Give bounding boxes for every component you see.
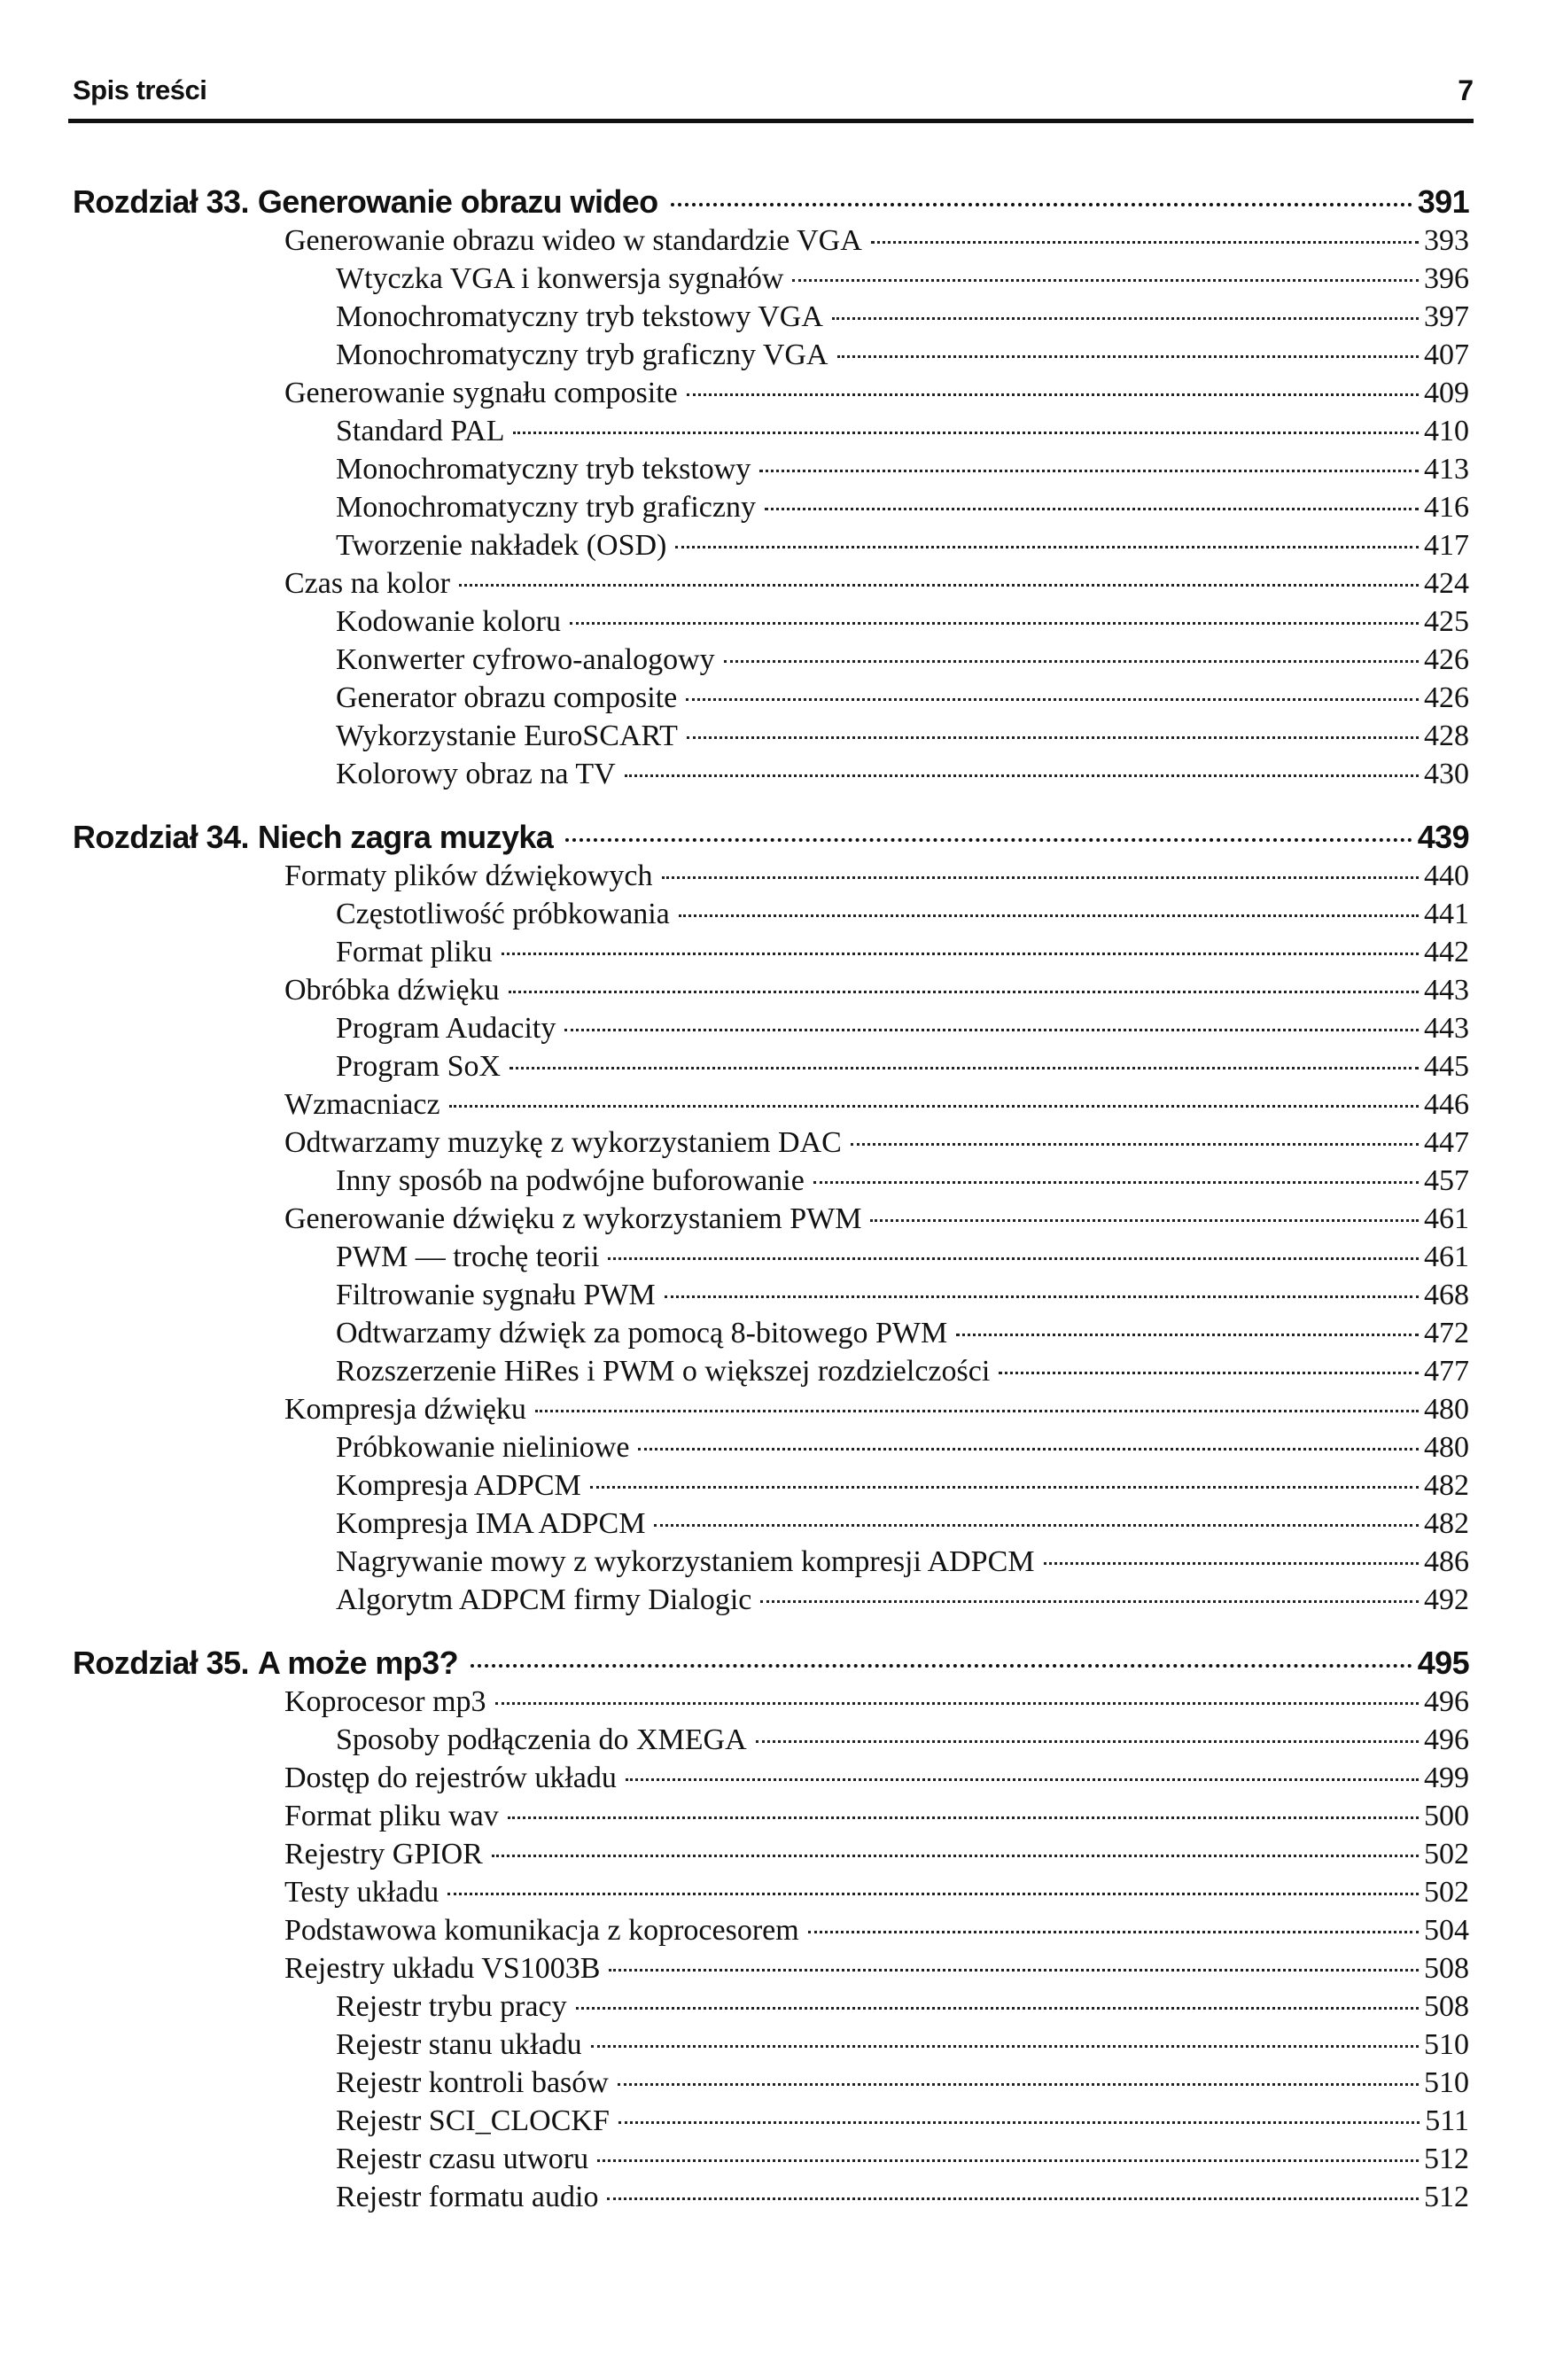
toc-subentry[interactable]: [73, 1990, 1469, 2028]
toc-subentry[interactable]: [73, 1507, 1469, 1545]
dot-leader: [654, 1524, 1419, 1527]
entry-page-number: 426: [1424, 681, 1469, 714]
chapter-page-number: 391: [1417, 183, 1469, 220]
toc-subentry[interactable]: [73, 2181, 1469, 2219]
entry-title: Monochromatyczny tryb graficzny: [336, 491, 756, 524]
toc-subentry[interactable]: [73, 453, 1469, 491]
dot-leader: [564, 1029, 1419, 1031]
entry-page-number: 499: [1424, 1762, 1469, 1794]
toc-subentry[interactable]: [73, 758, 1469, 796]
entry-title: Testy układu: [284, 1876, 440, 1909]
entry-title: Format pliku: [336, 936, 493, 968]
entry-page-number: 510: [1424, 2066, 1469, 2099]
dot-leader: [626, 1778, 1419, 1781]
dot-leader: [837, 355, 1420, 358]
chapter-section: [73, 1645, 1469, 2219]
dot-leader: [851, 1143, 1419, 1146]
entry-title: Rejestr trybu pracy: [336, 1990, 567, 2023]
toc-entry[interactable]: [73, 974, 1469, 1012]
toc-subentry[interactable]: [73, 529, 1469, 567]
toc-subentry[interactable]: [73, 1469, 1469, 1507]
entry-title: Nagrywanie mowy z wykorzystaniem kompresji ADPCM: [336, 1545, 1035, 1578]
toc-entry[interactable]: [73, 1393, 1469, 1431]
dot-leader: [671, 203, 1412, 206]
dot-leader: [576, 2007, 1419, 2010]
chapter-section: [73, 819, 1469, 1622]
toc-subentry[interactable]: [73, 1050, 1469, 1088]
toc-entry[interactable]: [73, 1838, 1469, 1876]
toc-subentry[interactable]: [73, 1241, 1469, 1279]
entry-page-number: 441: [1424, 898, 1469, 930]
header-rule: [68, 119, 1474, 123]
entry-page-number: 430: [1424, 758, 1469, 790]
entry-page-number: 447: [1424, 1126, 1469, 1159]
toc-subentry[interactable]: [73, 491, 1469, 529]
entry-page-number: 416: [1424, 491, 1469, 524]
entry-title: Rejestr SCI_CLOCKF: [336, 2104, 610, 2137]
entry-title: Kolorowy obraz na TV: [336, 758, 616, 790]
entry-page-number: 396: [1424, 262, 1469, 295]
entry-page-number: 397: [1424, 300, 1469, 333]
toc-entry[interactable]: [73, 1126, 1469, 1164]
dot-leader: [502, 953, 1419, 955]
entry-title: Odtwarzamy dźwięk za pomocą 8-bitowego PWM: [336, 1317, 948, 1349]
entry-page-number: 472: [1424, 1317, 1469, 1349]
dot-leader: [665, 1295, 1419, 1298]
entry-title: Monochromatyczny tryb graficzny VGA: [336, 338, 828, 371]
entry-title: Częstotliwość próbkowania: [336, 898, 670, 930]
entry-page-number: 417: [1424, 529, 1469, 562]
entry-page-number: 508: [1424, 1990, 1469, 2023]
toc-subentry[interactable]: [73, 2104, 1469, 2143]
toc-subentry[interactable]: [73, 415, 1469, 453]
dot-leader: [756, 1740, 1419, 1743]
dot-leader: [675, 546, 1419, 548]
entry-title: Kompresja dźwięku: [284, 1393, 526, 1426]
toc-subentry[interactable]: [73, 1545, 1469, 1583]
entry-page-number: 477: [1424, 1355, 1469, 1388]
toc-entry[interactable]: [73, 1914, 1469, 1952]
entry-title: Generator obrazu composite: [336, 681, 678, 714]
chapter-label: Rozdział 35.: [73, 1645, 249, 1681]
toc-entry[interactable]: [73, 1202, 1469, 1241]
entry-page-number: 508: [1424, 1952, 1469, 1985]
chapter-heading[interactable]: [73, 183, 1469, 224]
chapter-page-number: 439: [1417, 819, 1469, 855]
dot-leader: [471, 1664, 1412, 1668]
toc-subentry[interactable]: [73, 1583, 1469, 1622]
entry-title: Monochromatyczny tryb tekstowy VGA: [336, 300, 823, 333]
entry-title: Kompresja IMA ADPCM: [336, 1507, 646, 1540]
toc-subentry[interactable]: [73, 338, 1469, 377]
entry-page-number: 407: [1424, 338, 1469, 371]
toc-subentry[interactable]: [73, 898, 1469, 936]
dot-leader: [509, 991, 1419, 993]
entry-page-number: 461: [1424, 1202, 1469, 1235]
dot-leader: [597, 2159, 1419, 2162]
dot-leader: [570, 622, 1419, 625]
toc-subentry[interactable]: [73, 1355, 1469, 1393]
entry-title: Podstawowa komunikacja z koprocesorem: [284, 1914, 799, 1947]
entry-title: Inny sposób na podwójne buforowanie: [336, 1164, 805, 1197]
toc-subentry[interactable]: [73, 1431, 1469, 1469]
entry-title: Monochromatyczny tryb tekstowy: [336, 453, 751, 486]
entry-page-number: 424: [1424, 567, 1469, 600]
dot-leader: [638, 1448, 1419, 1451]
dot-leader: [607, 2197, 1419, 2200]
toc-entry[interactable]: [73, 1952, 1469, 1990]
page-number: 7: [1458, 74, 1474, 106]
entry-title: Obróbka dźwięku: [284, 974, 500, 1007]
toc-entry[interactable]: [73, 224, 1469, 262]
entry-title: Konwerter cyfrowo-analogowy: [336, 643, 715, 676]
entry-page-number: 480: [1424, 1393, 1469, 1426]
dot-leader: [608, 1257, 1419, 1260]
dot-leader: [813, 1181, 1419, 1184]
dot-leader: [447, 1893, 1419, 1895]
toc-subentry[interactable]: [73, 1164, 1469, 1202]
entry-title: Rozszerzenie HiRes i PWM o większej rozdzielczości: [336, 1355, 991, 1388]
entry-title: Generowanie dźwięku z wykorzystaniem PWM: [284, 1202, 862, 1235]
dot-leader: [686, 698, 1419, 701]
chapter-label: Rozdział 33.: [73, 183, 249, 220]
dot-leader: [871, 241, 1419, 244]
toc-subentry[interactable]: [73, 2028, 1469, 2066]
entry-page-number: 496: [1424, 1723, 1469, 1756]
toc-entry[interactable]: [73, 1762, 1469, 1800]
chapter-heading[interactable]: [73, 819, 1469, 859]
entry-page-number: 445: [1424, 1050, 1469, 1083]
dot-leader: [508, 1816, 1419, 1819]
entry-page-number: 502: [1424, 1876, 1469, 1909]
entry-title: Rejestr czasu utworu: [336, 2143, 589, 2175]
entry-title: Wtyczka VGA i konwersja sygnałów: [336, 262, 784, 295]
entry-page-number: 512: [1424, 2181, 1469, 2213]
entry-title: Kodowanie koloru: [336, 605, 562, 638]
entry-title: Rejestr kontroli basów: [336, 2066, 609, 2099]
entry-title: Sposoby podłączenia do XMEGA: [336, 1723, 747, 1756]
dot-leader: [625, 774, 1419, 777]
dot-leader: [618, 2121, 1420, 2124]
dot-leader: [510, 1067, 1419, 1069]
dot-leader: [808, 1931, 1419, 1933]
entry-title: Filtrowanie sygnału PWM: [336, 1279, 656, 1311]
dot-leader: [687, 393, 1419, 396]
dot-leader: [679, 914, 1419, 917]
dot-leader: [565, 838, 1412, 842]
entry-page-number: 486: [1424, 1545, 1469, 1578]
toc-subentry[interactable]: [73, 2143, 1469, 2181]
entry-title: Wykorzystanie EuroSCART: [336, 719, 678, 752]
dot-leader: [759, 470, 1419, 472]
dot-leader: [956, 1334, 1419, 1336]
entry-page-number: 446: [1424, 1088, 1469, 1121]
entry-title: PWM — trochę teorii: [336, 1241, 600, 1273]
entry-title: Tworzenie nakładek (OSD): [336, 529, 667, 562]
entry-title: Koprocesor mp3: [284, 1685, 486, 1718]
entry-page-number: 461: [1424, 1241, 1469, 1273]
dot-leader: [535, 1410, 1419, 1412]
entry-page-number: 480: [1424, 1431, 1469, 1464]
toc-subentry[interactable]: [73, 1279, 1469, 1317]
entry-title: Standard PAL: [336, 415, 505, 447]
toc-subentry[interactable]: [73, 2066, 1469, 2104]
dot-leader: [449, 1105, 1419, 1108]
toc-entry[interactable]: [73, 1088, 1469, 1126]
dot-leader: [760, 1600, 1419, 1603]
toc-subentry[interactable]: [73, 1317, 1469, 1355]
entry-title: Algorytm ADPCM firmy Dialogic: [336, 1583, 752, 1616]
dot-leader: [832, 317, 1419, 320]
dot-leader: [662, 876, 1420, 879]
toc-entry[interactable]: [73, 1685, 1469, 1723]
entry-title: Dostęp do rejestrów układu: [284, 1762, 617, 1794]
chapter-title: A może mp3?: [257, 1645, 458, 1681]
toc-entry[interactable]: [73, 1800, 1469, 1838]
entry-title: Formaty plików dźwiękowych: [284, 859, 653, 892]
entry-page-number: 512: [1424, 2143, 1469, 2175]
table-of-contents: [73, 183, 1469, 2242]
toc-subentry[interactable]: [73, 1723, 1469, 1762]
dot-leader: [492, 1855, 1419, 1857]
running-header-title: Spis treści: [73, 74, 207, 105]
dot-leader: [1044, 1562, 1420, 1565]
entry-page-number: 425: [1424, 605, 1469, 638]
toc-entry[interactable]: [73, 859, 1469, 898]
entry-page-number: 504: [1424, 1914, 1469, 1947]
entry-page-number: 443: [1424, 974, 1469, 1007]
dot-leader: [687, 736, 1419, 739]
entry-title: Wzmacniacz: [284, 1088, 440, 1121]
chapter-page-number: 495: [1417, 1645, 1469, 1681]
toc-entry[interactable]: [73, 1876, 1469, 1914]
chapter-title: Generowanie obrazu wideo: [257, 183, 658, 220]
dot-leader: [590, 1486, 1419, 1489]
dot-leader: [495, 1702, 1419, 1705]
toc-subentry[interactable]: [73, 719, 1469, 758]
toc-subentry[interactable]: [73, 300, 1469, 338]
toc-entry[interactable]: [73, 377, 1469, 415]
entry-page-number: 510: [1424, 2028, 1469, 2061]
entry-page-number: 428: [1424, 719, 1469, 752]
chapter-title: Niech zagra muzyka: [257, 819, 554, 855]
entry-title: Rejestr stanu układu: [336, 2028, 582, 2061]
toc-subentry[interactable]: [73, 262, 1469, 300]
dot-leader: [459, 584, 1419, 587]
entry-page-number: 500: [1424, 1800, 1469, 1832]
entry-title: Generowanie sygnału composite: [284, 377, 678, 409]
chapter-section: [73, 183, 1469, 796]
entry-page-number: 457: [1424, 1164, 1469, 1197]
entry-page-number: 511: [1425, 2104, 1469, 2137]
toc-subentry[interactable]: [73, 936, 1469, 974]
chapter-heading[interactable]: [73, 1645, 1469, 1685]
toc-subentry[interactable]: [73, 1012, 1469, 1050]
entry-title: Rejestry układu VS1003B: [284, 1952, 601, 1985]
toc-subentry[interactable]: [73, 643, 1469, 681]
entry-page-number: 468: [1424, 1279, 1469, 1311]
entry-page-number: 393: [1424, 224, 1469, 257]
dot-leader: [591, 2045, 1419, 2048]
toc-subentry[interactable]: [73, 605, 1469, 643]
entry-page-number: 410: [1424, 415, 1469, 447]
entry-page-number: 440: [1424, 859, 1469, 892]
entry-title: Odtwarzamy muzykę z wykorzystaniem DAC: [284, 1126, 842, 1159]
entry-page-number: 443: [1424, 1012, 1469, 1045]
entry-page-number: 482: [1424, 1507, 1469, 1540]
dot-leader: [870, 1219, 1419, 1222]
entry-title: Format pliku wav: [284, 1800, 499, 1832]
dot-leader: [724, 660, 1419, 663]
entry-title: Kompresja ADPCM: [336, 1469, 581, 1502]
entry-page-number: 482: [1424, 1469, 1469, 1502]
entry-page-number: 409: [1424, 377, 1469, 409]
toc-subentry[interactable]: [73, 681, 1469, 719]
dot-leader: [609, 1969, 1419, 1972]
entry-title: Program Audacity: [336, 1012, 556, 1045]
entry-title: Generowanie obrazu wideo w standardzie VGA: [284, 224, 862, 257]
toc-entry[interactable]: [73, 567, 1469, 605]
dot-leader: [792, 279, 1419, 282]
dot-leader: [513, 432, 1419, 434]
entry-title: Czas na kolor: [284, 567, 450, 600]
entry-title: Rejestry GPIOR: [284, 1838, 483, 1871]
entry-page-number: 492: [1424, 1583, 1469, 1616]
dot-leader: [765, 508, 1419, 510]
entry-page-number: 502: [1424, 1838, 1469, 1871]
entry-title: Próbkowanie nieliniowe: [336, 1431, 630, 1464]
entry-page-number: 426: [1424, 643, 1469, 676]
entry-page-number: 413: [1424, 453, 1469, 486]
dot-leader: [618, 2083, 1419, 2086]
entry-title: Rejestr formatu audio: [336, 2181, 599, 2213]
chapter-label: Rozdział 34.: [73, 819, 249, 855]
dot-leader: [999, 1372, 1419, 1374]
entry-page-number: 442: [1424, 936, 1469, 968]
entry-title: Program SoX: [336, 1050, 502, 1083]
entry-page-number: 496: [1424, 1685, 1469, 1718]
